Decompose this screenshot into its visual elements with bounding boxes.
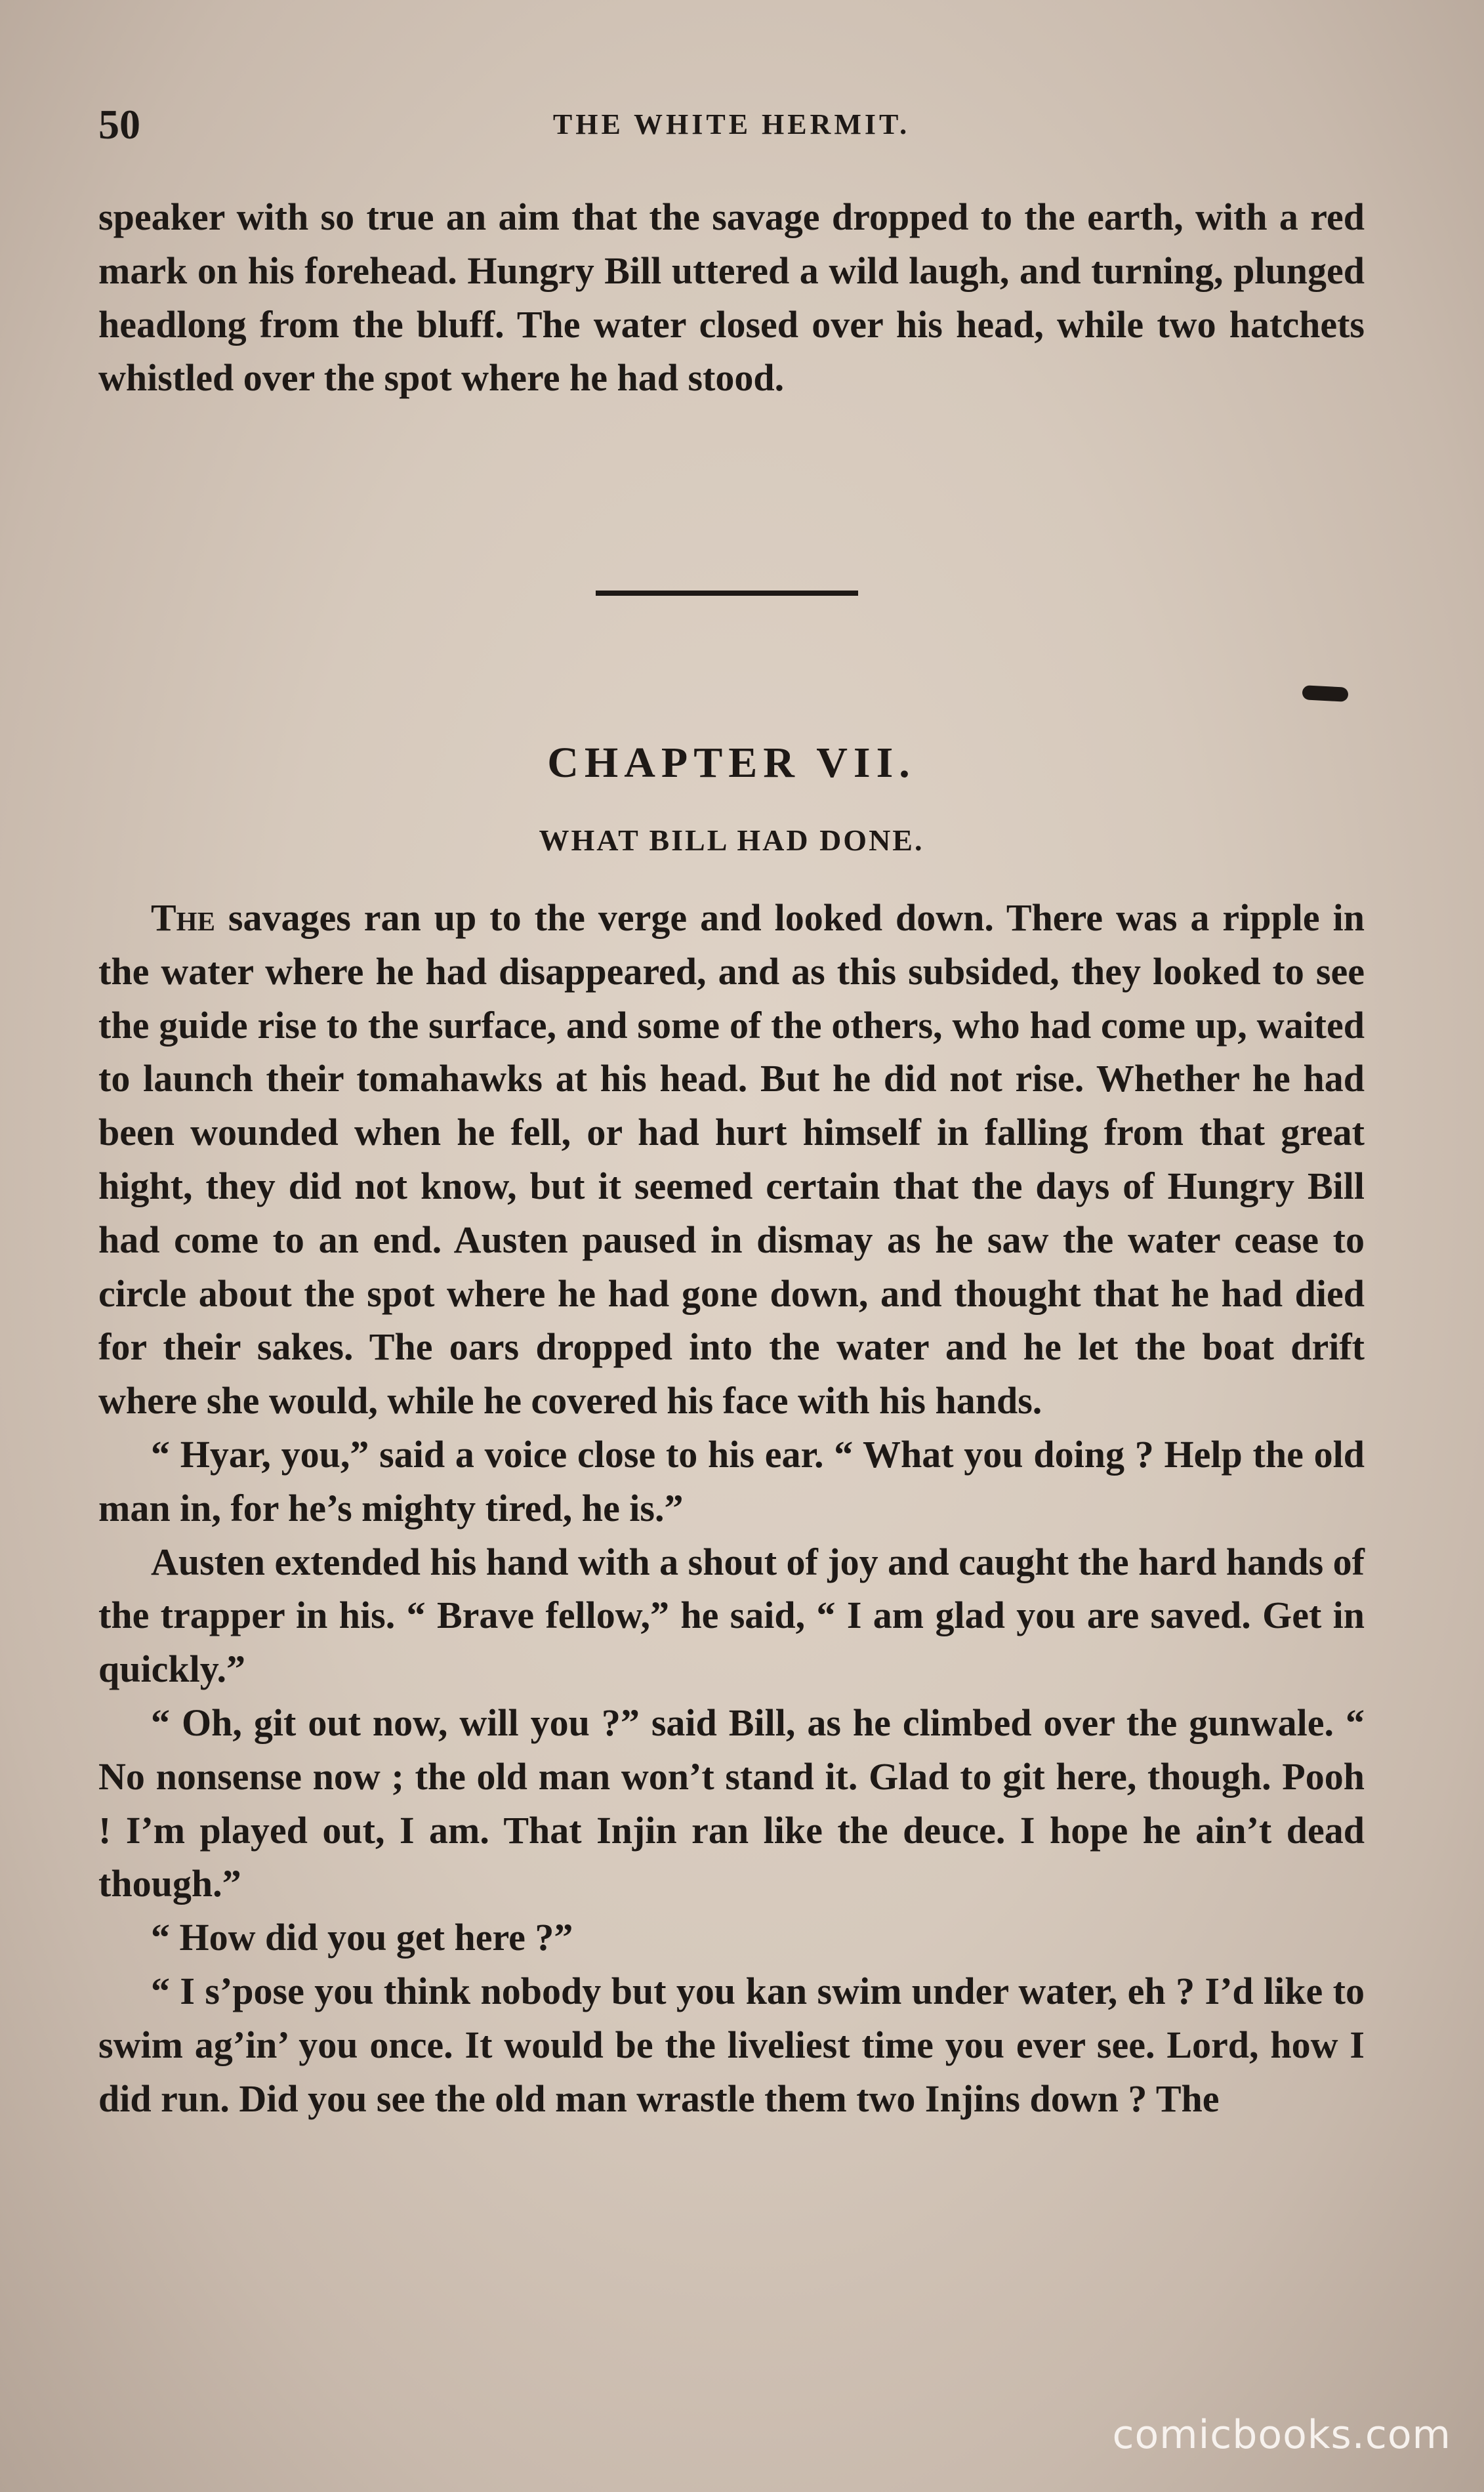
- running-title: THE WHITE HERMIT.: [552, 108, 911, 140]
- paragraph: Austen extended his hand with a shout of joy and caught the hard hands of the trapper in his. “ Brave fellow,” he said, “ I am glad you are saved. Get in quickly.”: [98, 1540, 1365, 1691]
- watermark: comicbooks.com: [1112, 2412, 1451, 2458]
- page-number: 50: [98, 101, 140, 148]
- chapter-first-word: The: [151, 896, 215, 939]
- chapter-title: CHAPTER VII.: [547, 739, 916, 787]
- running-head: [98, 98, 1365, 151]
- chapter-body: [98, 891, 1365, 2125]
- section-divider: [596, 591, 858, 596]
- paragraph: “ Oh, git out now, will you ?” said Bill, as he climbed over the gunwale. “ No nonsense now ; the old man won’t stand it. Glad to git here, though. Pooh ! I’m played out, I am. That Injin ran like the deuce. I hope he ain’t dead though.”: [98, 1701, 1365, 1905]
- paragraph: [98, 891, 1365, 1428]
- chapter-subtitle: WHAT BILL HAD DONE.: [539, 823, 924, 857]
- paragraph: speaker with so true an aim that the savage dropped to the earth, with a red mark on his forehead. Hungry Bill uttered a wild laugh, and turning, plunged headlong from the bluff. The water closed over his head, while two hatchets whistled over the spot where he had stood.: [98, 196, 1365, 400]
- continued-text: [98, 190, 1365, 405]
- paragraph-text: savages ran up to the verge and looked down. There was a ripple in the water where he had disappeared, and as this subsided, they looked to see the guide rise to the surface, and some of the others, who had come up, waited to launch their tomahawks at his head. But he did not rise. Whether he had been wounded when he fell, or had hurt himself in falling from that great hight, they did not know, but it seemed certain that the days of Hungry Bill had come to an end. Austen paused in dismay as he saw the water cease to circle about the spot where he had gone down, and thought that he had died for their sakes. The oars dropped into the water and he let the boat drift where she would, while he covered his face with his hands.: [98, 896, 1365, 1423]
- paragraph: “ Hyar, you,” said a voice close to his ear. “ What you doing ? Help the old man in, for he’s mighty tired, he is.”: [98, 1432, 1365, 1529]
- paragraph: “ I s’pose you think nobody but you kan swim under water, eh ? I’d like to swim ag’in’ you once. It would be the liveliest time you ever see. Lord, how I did run. Did you see the old man wrastle them two Injins down ? The: [98, 1969, 1365, 2120]
- ink-smudge: [1302, 685, 1348, 702]
- paragraph: “ How did you get here ?”: [151, 1916, 573, 1959]
